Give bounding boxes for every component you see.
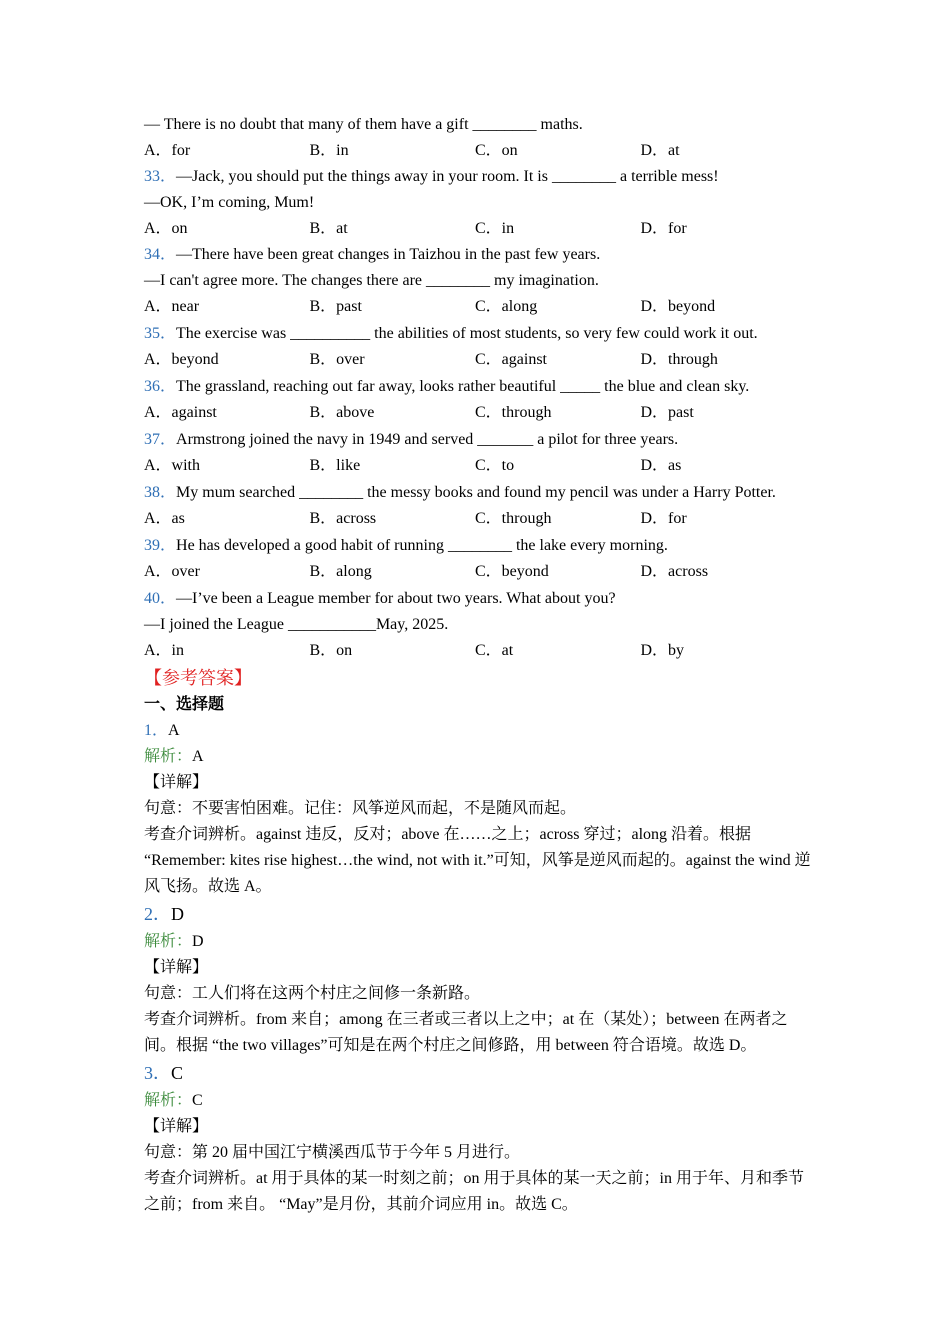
question-33-line-1 (144, 164, 814, 190)
option-d: D．across (640, 563, 709, 580)
question-text: The exercise was __________ the abilities of most students, so very few could work it out. (176, 325, 758, 342)
question-number: 40． (144, 590, 177, 607)
option-c: C．beyond (475, 563, 549, 580)
question-37-options (144, 453, 814, 479)
answer-2-jiexi (144, 929, 814, 955)
question-33-line-2: —OK, I’m coming, Mum! (144, 194, 315, 211)
question-number: 33． (144, 168, 177, 185)
question-38-line-1 (144, 479, 814, 506)
option-b: B．past (309, 298, 362, 315)
answer-2-header (144, 900, 814, 929)
answer-3-sentence: 句意：第 20 届中国江宁横溪西瓜节于今年 5 月进行。 (144, 1144, 521, 1161)
question-text: The grassland, reaching out far away, looks rather beautiful _____ the blue and clean sky. (176, 378, 750, 395)
answer-2-sentence: 句意：工人们将在这两个村庄之间修一条新路。 (144, 985, 481, 1002)
option-a: A．against (144, 404, 217, 421)
option-a: A．in (144, 642, 185, 659)
document-page (144, 112, 814, 1218)
option-c: C．through (475, 510, 552, 527)
answer-2-detail-label: 【详解】 (144, 959, 209, 976)
answer-1-sentence: 句意：不要害怕困难。记住：风筝逆风而起，不是随风而起。 (144, 800, 577, 817)
option-a: A．on (144, 220, 188, 237)
question-text: —There have been great changes in Taizhou in the past few years. (176, 246, 601, 263)
answer-number: 3． (144, 1063, 171, 1083)
question-34-line-2: —I can't agree more. The changes there are ________ my imagination. (144, 272, 599, 289)
question-number: 37． (144, 431, 177, 448)
answer-1-jiexi (144, 744, 814, 770)
question-40-options (144, 638, 814, 664)
question-38-options (144, 506, 814, 532)
answer-1-detail-label: 【详解】 (144, 774, 209, 791)
question-number: 38． (144, 484, 177, 501)
option-d: D．past (640, 404, 694, 421)
option-c: C．against (475, 351, 547, 368)
question-35-options (144, 347, 814, 373)
option-a: A．with (144, 457, 201, 474)
option-b: B．along (309, 563, 372, 580)
jiexi-label: 解析： (144, 933, 193, 950)
option-b: B．at (309, 220, 348, 237)
jiexi-label: 解析： (144, 1092, 193, 1109)
question-34-options (144, 294, 814, 320)
question-number: 39． (144, 537, 177, 554)
option-a: A．beyond (144, 351, 219, 368)
option-c: C．in (475, 220, 515, 237)
option-b: B．across (309, 510, 377, 527)
option-c: C．on (475, 142, 518, 159)
question-text: He has developed a good habit of running ________ the lake every morning. (176, 537, 668, 554)
answer-number: 1． (144, 722, 169, 739)
option-a: A．as (144, 510, 185, 527)
question-34-line-1 (144, 242, 814, 268)
question-33-options (144, 216, 814, 242)
question-number: 35． (144, 325, 177, 342)
option-b: B．on (309, 642, 353, 659)
option-a: A．for (144, 142, 191, 159)
option-d: D．at (640, 142, 680, 159)
question-39-options (144, 559, 814, 585)
option-b: B．in (309, 142, 349, 159)
option-d: D．through (640, 351, 718, 368)
answer-3-header (144, 1059, 814, 1088)
question-32-line: — There is no doubt that many of them have a gift ________ maths. (144, 116, 583, 133)
option-a: A．near (144, 298, 200, 315)
jiexi-label: 解析： (144, 748, 193, 765)
question-36-options (144, 400, 814, 426)
question-text: —Jack, you should put the things away in your room. It is ________ a terrible mess! (176, 168, 719, 185)
answer-3-detail-label: 【详解】 (144, 1118, 209, 1135)
question-text: —I’ve been a League member for about two years. What about you? (176, 590, 616, 607)
section-heading: 一、选择题 (144, 696, 225, 713)
option-b: B．like (309, 457, 361, 474)
option-a: A．over (144, 563, 200, 580)
answer-letter: D (171, 904, 184, 924)
answer-number: 2． (144, 904, 171, 924)
question-32-options (144, 138, 814, 164)
question-40-line-2: —I joined the League ___________May, 2025. (144, 616, 449, 633)
option-c: C．through (475, 404, 552, 421)
answer-heading: 【参考答案】 (144, 668, 252, 688)
option-d: D．beyond (640, 298, 716, 315)
option-b: B．above (309, 404, 375, 421)
question-text: My mum searched ________ the messy books and found my pencil was under a Harry Potter. (176, 484, 776, 501)
question-35-line-1 (144, 320, 814, 347)
jiexi-value: A (192, 748, 204, 765)
answer-3-analysis: 考查介词辨析。at 用于具体的某一时刻之前；on 用于具体的某一天之前；in 用于年、月和季节之前；from 来自。 “May”是月份，其前介词应用 in。故选 C。 (144, 1170, 804, 1213)
option-c: C．to (475, 457, 515, 474)
jiexi-value: C (192, 1092, 203, 1109)
option-d: D．for (640, 220, 687, 237)
answer-1-analysis: 考查介词辨析。against 违反，反对；above 在……之上；across 穿过；along 沿着。根据 “Remember: kites rise highest…the wind, not with it.”可知，风筝是逆风而起的。against the wind 逆风飞扬。故选 A。 (144, 826, 811, 895)
option-d: D．by (640, 642, 685, 659)
answer-letter: A (168, 722, 180, 739)
question-36-line-1 (144, 373, 814, 400)
question-number: 34． (144, 246, 177, 263)
option-b: B．over (309, 351, 365, 368)
answer-3-jiexi (144, 1088, 814, 1114)
answer-2-analysis: 考查介词辨析。from 来自；among 在三者或三者以上之中；at 在（某处）；between 在两者之间。根据 “the two villages”可知是在两个村庄之间修路，用 between 符合语境。故选 D。 (144, 1011, 788, 1054)
jiexi-value: D (192, 933, 204, 950)
question-text: Armstrong joined the navy in 1949 and served _______ a pilot for three years. (176, 431, 679, 448)
answer-1-header (144, 718, 814, 744)
option-c: C．at (475, 642, 514, 659)
answer-letter: C (171, 1063, 184, 1083)
question-number: 36． (144, 378, 177, 395)
option-d: D．for (640, 510, 687, 527)
question-37-line-1 (144, 426, 814, 453)
question-39-line-1 (144, 532, 814, 559)
question-40-line-1 (144, 585, 814, 612)
option-d: D．as (640, 457, 682, 474)
option-c: C．along (475, 298, 538, 315)
